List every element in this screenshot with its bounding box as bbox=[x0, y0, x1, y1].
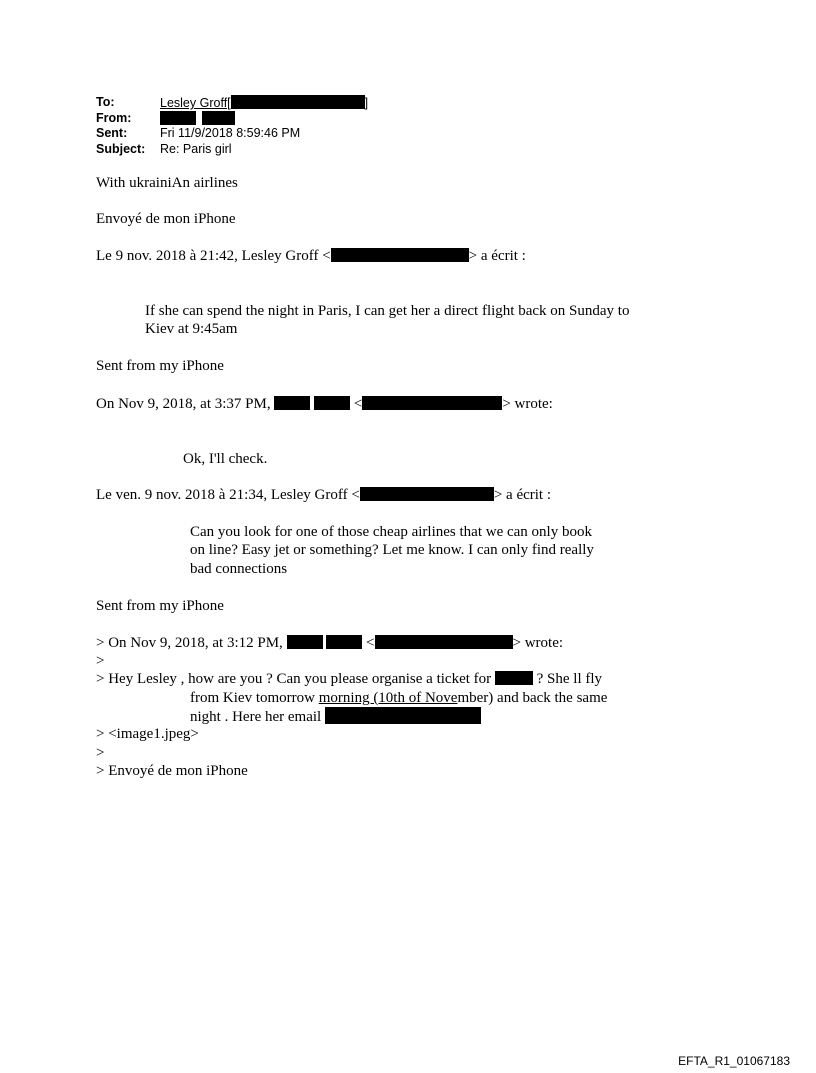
redaction-box bbox=[314, 396, 350, 410]
sent-row bbox=[96, 126, 368, 142]
para2-line2: on line? Easy jet or something? Let me know. I can only find really bbox=[190, 542, 594, 558]
redaction-box bbox=[495, 671, 533, 685]
subject-value: Re: Paris girl bbox=[160, 141, 232, 156]
quote-header-4-lt: < bbox=[366, 635, 375, 651]
quote-header-2 bbox=[96, 395, 553, 414]
quote-header-4 bbox=[96, 634, 563, 653]
redaction-box bbox=[160, 111, 196, 125]
sent-from-iphone-1: Sent from my iPhone bbox=[96, 358, 224, 374]
quote-header-4-post: > wrote: bbox=[512, 635, 564, 651]
quote-header-1-pre: Le 9 nov. 2018 à 21:42, Lesley Groff < bbox=[96, 248, 331, 264]
sent-label: Sent: bbox=[96, 126, 128, 140]
hey-line2-post: mber) and back the same bbox=[457, 690, 608, 706]
email-header bbox=[96, 95, 368, 157]
quote-header-3-pre: Le ven. 9 nov. 2018 à 21:34, Lesley Groff < bbox=[96, 487, 360, 503]
body-line-envoye: Envoyé de mon iPhone bbox=[96, 211, 236, 227]
sent-from-iphone-2: Sent from my iPhone bbox=[96, 598, 224, 614]
image-attachment-line: > <image1.jpeg> bbox=[96, 726, 199, 742]
from-label: From: bbox=[96, 110, 132, 125]
redaction-box bbox=[325, 707, 481, 724]
to-label: To: bbox=[96, 95, 115, 109]
document-id: EFTA_R1_01067183 bbox=[678, 1054, 790, 1068]
to-value bbox=[160, 95, 368, 111]
para2-line1: Can you look for one of those cheap airlines that we can only book bbox=[190, 524, 592, 540]
to-name: Lesley Groff[ bbox=[160, 96, 231, 110]
from-row bbox=[96, 111, 368, 127]
redaction-box bbox=[360, 487, 494, 501]
quote-header-2-pre: On Nov 9, 2018, at 3:37 PM, bbox=[96, 396, 271, 412]
sent-value: Fri 11/9/2018 8:59:46 PM bbox=[160, 126, 301, 140]
redaction-box bbox=[202, 111, 235, 125]
hey-lesley-line2 bbox=[190, 689, 607, 708]
hey-line3-text: night . Here her email bbox=[190, 709, 322, 725]
from-value bbox=[160, 111, 235, 127]
redaction-box bbox=[287, 635, 323, 649]
subject-label: Subject: bbox=[96, 141, 146, 156]
quote-marker-1: > bbox=[96, 653, 105, 669]
redaction-box bbox=[362, 396, 502, 410]
body-line-airlines: With ukrainiAn airlines bbox=[96, 175, 238, 191]
quote-header-3-post: > a écrit : bbox=[493, 487, 552, 503]
hey-line2-underlined: morning (10th of Nove bbox=[318, 690, 458, 706]
quote-marker-2: > bbox=[96, 745, 105, 761]
para2-line3: bad connections bbox=[190, 561, 288, 577]
redaction-box bbox=[375, 635, 513, 649]
hey-lesley-line1 bbox=[96, 670, 602, 689]
hey-lesley-line3 bbox=[190, 707, 481, 727]
para1-line2: Kiev at 9:45am bbox=[145, 321, 238, 337]
quote-header-2-lt: < bbox=[353, 396, 363, 412]
hey-line2-pre: from Kiev tomorrow bbox=[190, 690, 319, 706]
quote-header-4-pre: > On Nov 9, 2018, at 3:12 PM, bbox=[96, 635, 283, 651]
para1-line1: If she can spend the night in Paris, I can get her a direct flight back on Sunday to bbox=[145, 303, 630, 319]
to-close: ] bbox=[364, 96, 369, 110]
redaction-box bbox=[274, 396, 310, 410]
hey-line1-pre: > Hey Lesley , how are you ? Can you please organise a ticket for bbox=[96, 671, 492, 687]
ok-check-line: Ok, I'll check. bbox=[183, 451, 268, 467]
hey-line1-post: ? She ll fly bbox=[536, 671, 603, 687]
to-row bbox=[96, 95, 368, 111]
subject-row bbox=[96, 142, 368, 158]
redaction-box bbox=[326, 635, 362, 649]
quote-header-2-post: > wrote: bbox=[502, 396, 553, 412]
quote-header-1 bbox=[96, 247, 526, 266]
quote-header-1-post: > a écrit : bbox=[468, 248, 526, 264]
envoye-line-2: > Envoyé de mon iPhone bbox=[96, 763, 248, 779]
redaction-box bbox=[331, 248, 469, 262]
redaction-box bbox=[231, 95, 365, 109]
quote-header-3 bbox=[96, 486, 551, 505]
